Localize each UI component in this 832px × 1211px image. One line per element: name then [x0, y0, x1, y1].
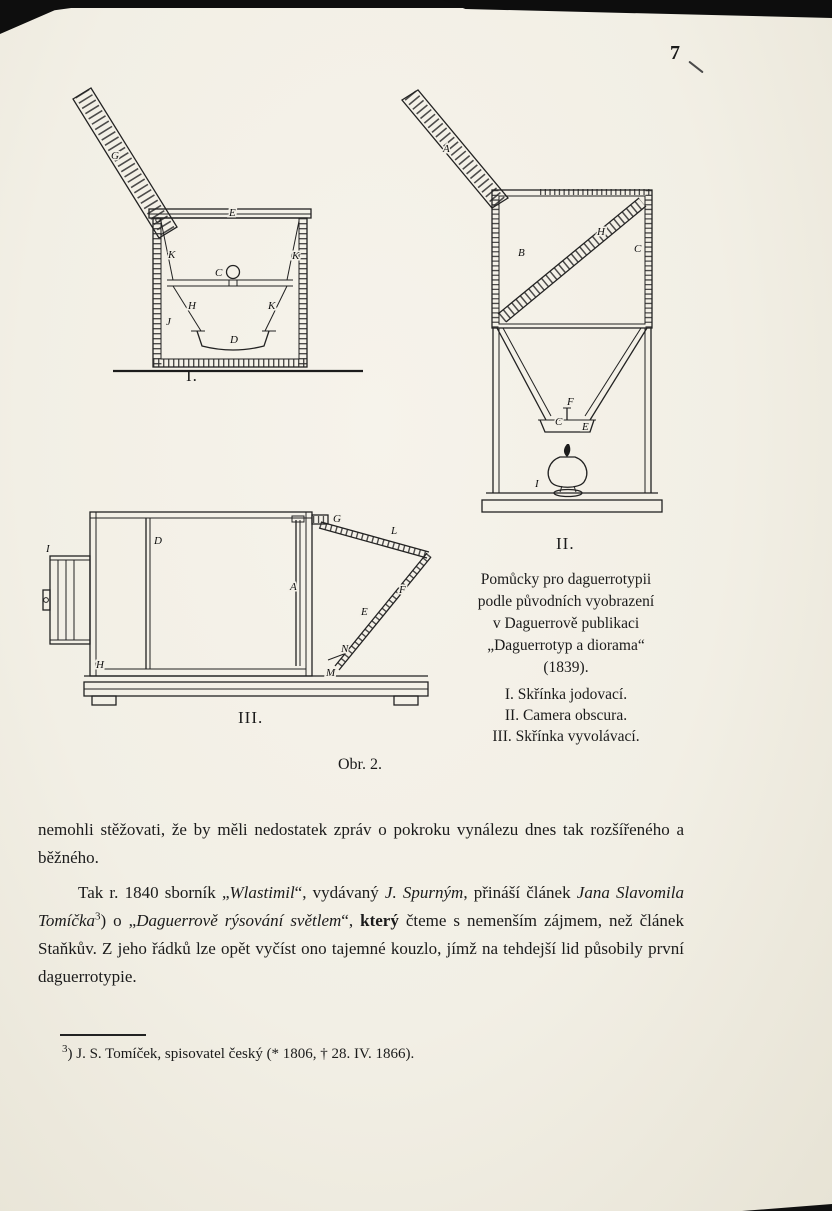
fig1-interior [161, 221, 299, 350]
figure-part-letter: I [46, 543, 50, 555]
figure-part-letter: E [229, 207, 236, 219]
text-run-italic: Wlastimil [229, 883, 295, 902]
scan-edge-bottom-right [742, 1204, 832, 1211]
figure-3-developing-box [40, 498, 440, 728]
figure-part-letter: C [555, 416, 563, 428]
footnote [38, 1043, 684, 1063]
page-number: 7 [670, 42, 681, 64]
figure-part-letter: H [597, 226, 605, 238]
figure-part-letter: G [333, 513, 341, 525]
figure-3-drawing [40, 498, 440, 728]
text-run: , přináší článek [463, 883, 577, 902]
text-run: “, vydávaný [294, 883, 385, 902]
figure-part-letter: L [391, 525, 398, 537]
figure-part-letter: K [268, 300, 276, 312]
figure-1-drawing [55, 85, 375, 395]
figure-2-camera-obscura [390, 88, 670, 558]
fig3-lens-holder [43, 556, 90, 644]
caption-line: (1839). [543, 659, 589, 676]
text-run: čteme s nemenším zájmem, než článek Staňkův. Z jeho řádků lze opět vyčíst ono tajemné kouzlo, jímž na tehdejší lid působily první daguerrotypie. [38, 911, 684, 986]
text-run: Tak r. 1840 sborník „ [78, 883, 230, 902]
paragraph [38, 879, 684, 991]
caption-line: Pomůcky pro daguerrotypii [480, 571, 652, 588]
figure-legend [446, 684, 686, 747]
figure-part-letter: A [443, 143, 450, 155]
figure-1-iodizing-box [55, 85, 375, 395]
footnote-text: ) J. S. Tomíček, spisovatel český (* 1806, † 28. IV. 1866). [67, 1046, 415, 1062]
figure-part-letter: G [111, 150, 119, 162]
legend-line: III. Skřínka vyvolávací. [492, 728, 640, 745]
footnote-rule [60, 1034, 146, 1036]
figure-part-letter: D [230, 334, 238, 346]
figure-part-letter: C [215, 267, 223, 279]
legend-line: I. Skřínka jodovací. [504, 686, 628, 703]
figure-part-letter: N [341, 643, 349, 655]
text-run-italic: Daguerrově rýsování světlem [136, 911, 342, 930]
fig3-open-flap [312, 515, 431, 670]
figure-caption-block [446, 569, 686, 679]
fig2-mirror [498, 198, 646, 322]
figure-part-letter: A [290, 581, 297, 593]
paragraph-continuation: nemohli stěžovati, že by měli nedostatek zpráv o pokroku vynálezu dnes tak rozšířeného a běžného. [38, 820, 684, 867]
figure-part-letter: E [361, 606, 368, 618]
figure-part-letter: K [292, 250, 300, 262]
figure-part-letter: F [567, 396, 574, 408]
text-run: “, [341, 911, 361, 930]
figure-part-letter: J [166, 316, 171, 328]
figure-3-label: III. [238, 708, 264, 727]
text-run-italic: J. Spurným [384, 883, 464, 902]
footnote-reference: 3 [95, 910, 101, 923]
figure-part-letter: K [168, 249, 176, 261]
figure-part-letter: I [535, 478, 539, 490]
text-run-italic: Jana Slavomila Tomíčka [38, 883, 685, 930]
pen-mark [688, 61, 703, 74]
scan-edge-top-right [442, 0, 832, 18]
caption-line: podle původních vyobrazení [477, 593, 655, 610]
figure-2-drawing [390, 88, 670, 558]
fig3-base [84, 676, 428, 705]
fig3-box [90, 512, 312, 676]
fig2-part-letters [442, 143, 642, 490]
text-run: ) o „ [100, 911, 137, 930]
legend-line: II. Camera obscura. [504, 707, 628, 724]
caption-line: v Daguerrově publikaci [492, 615, 640, 632]
body-text [38, 816, 684, 991]
figure-part-letter: M [326, 667, 336, 679]
figure-part-letter: H [96, 659, 104, 671]
figure-part-letter: C [634, 243, 642, 255]
figure-number-caption: Obr. 2. [338, 756, 382, 773]
footnote-marker: 3 [62, 1043, 68, 1055]
fig2-spirit-lamp [548, 444, 587, 497]
figure-1-label: I. [186, 366, 198, 385]
text-run-bold: který [360, 911, 399, 930]
figure-part-letter: F [399, 584, 406, 596]
figure-part-letter: B [518, 247, 525, 259]
caption-line: „Daguerrotyp a diorama“ [487, 637, 645, 654]
figure-part-letter: H [188, 300, 196, 312]
figure-part-letter: E [582, 421, 589, 433]
fig1-open-lid [73, 88, 177, 238]
figure-2-label: II. [556, 534, 575, 553]
figure-part-letter: D [154, 535, 162, 547]
